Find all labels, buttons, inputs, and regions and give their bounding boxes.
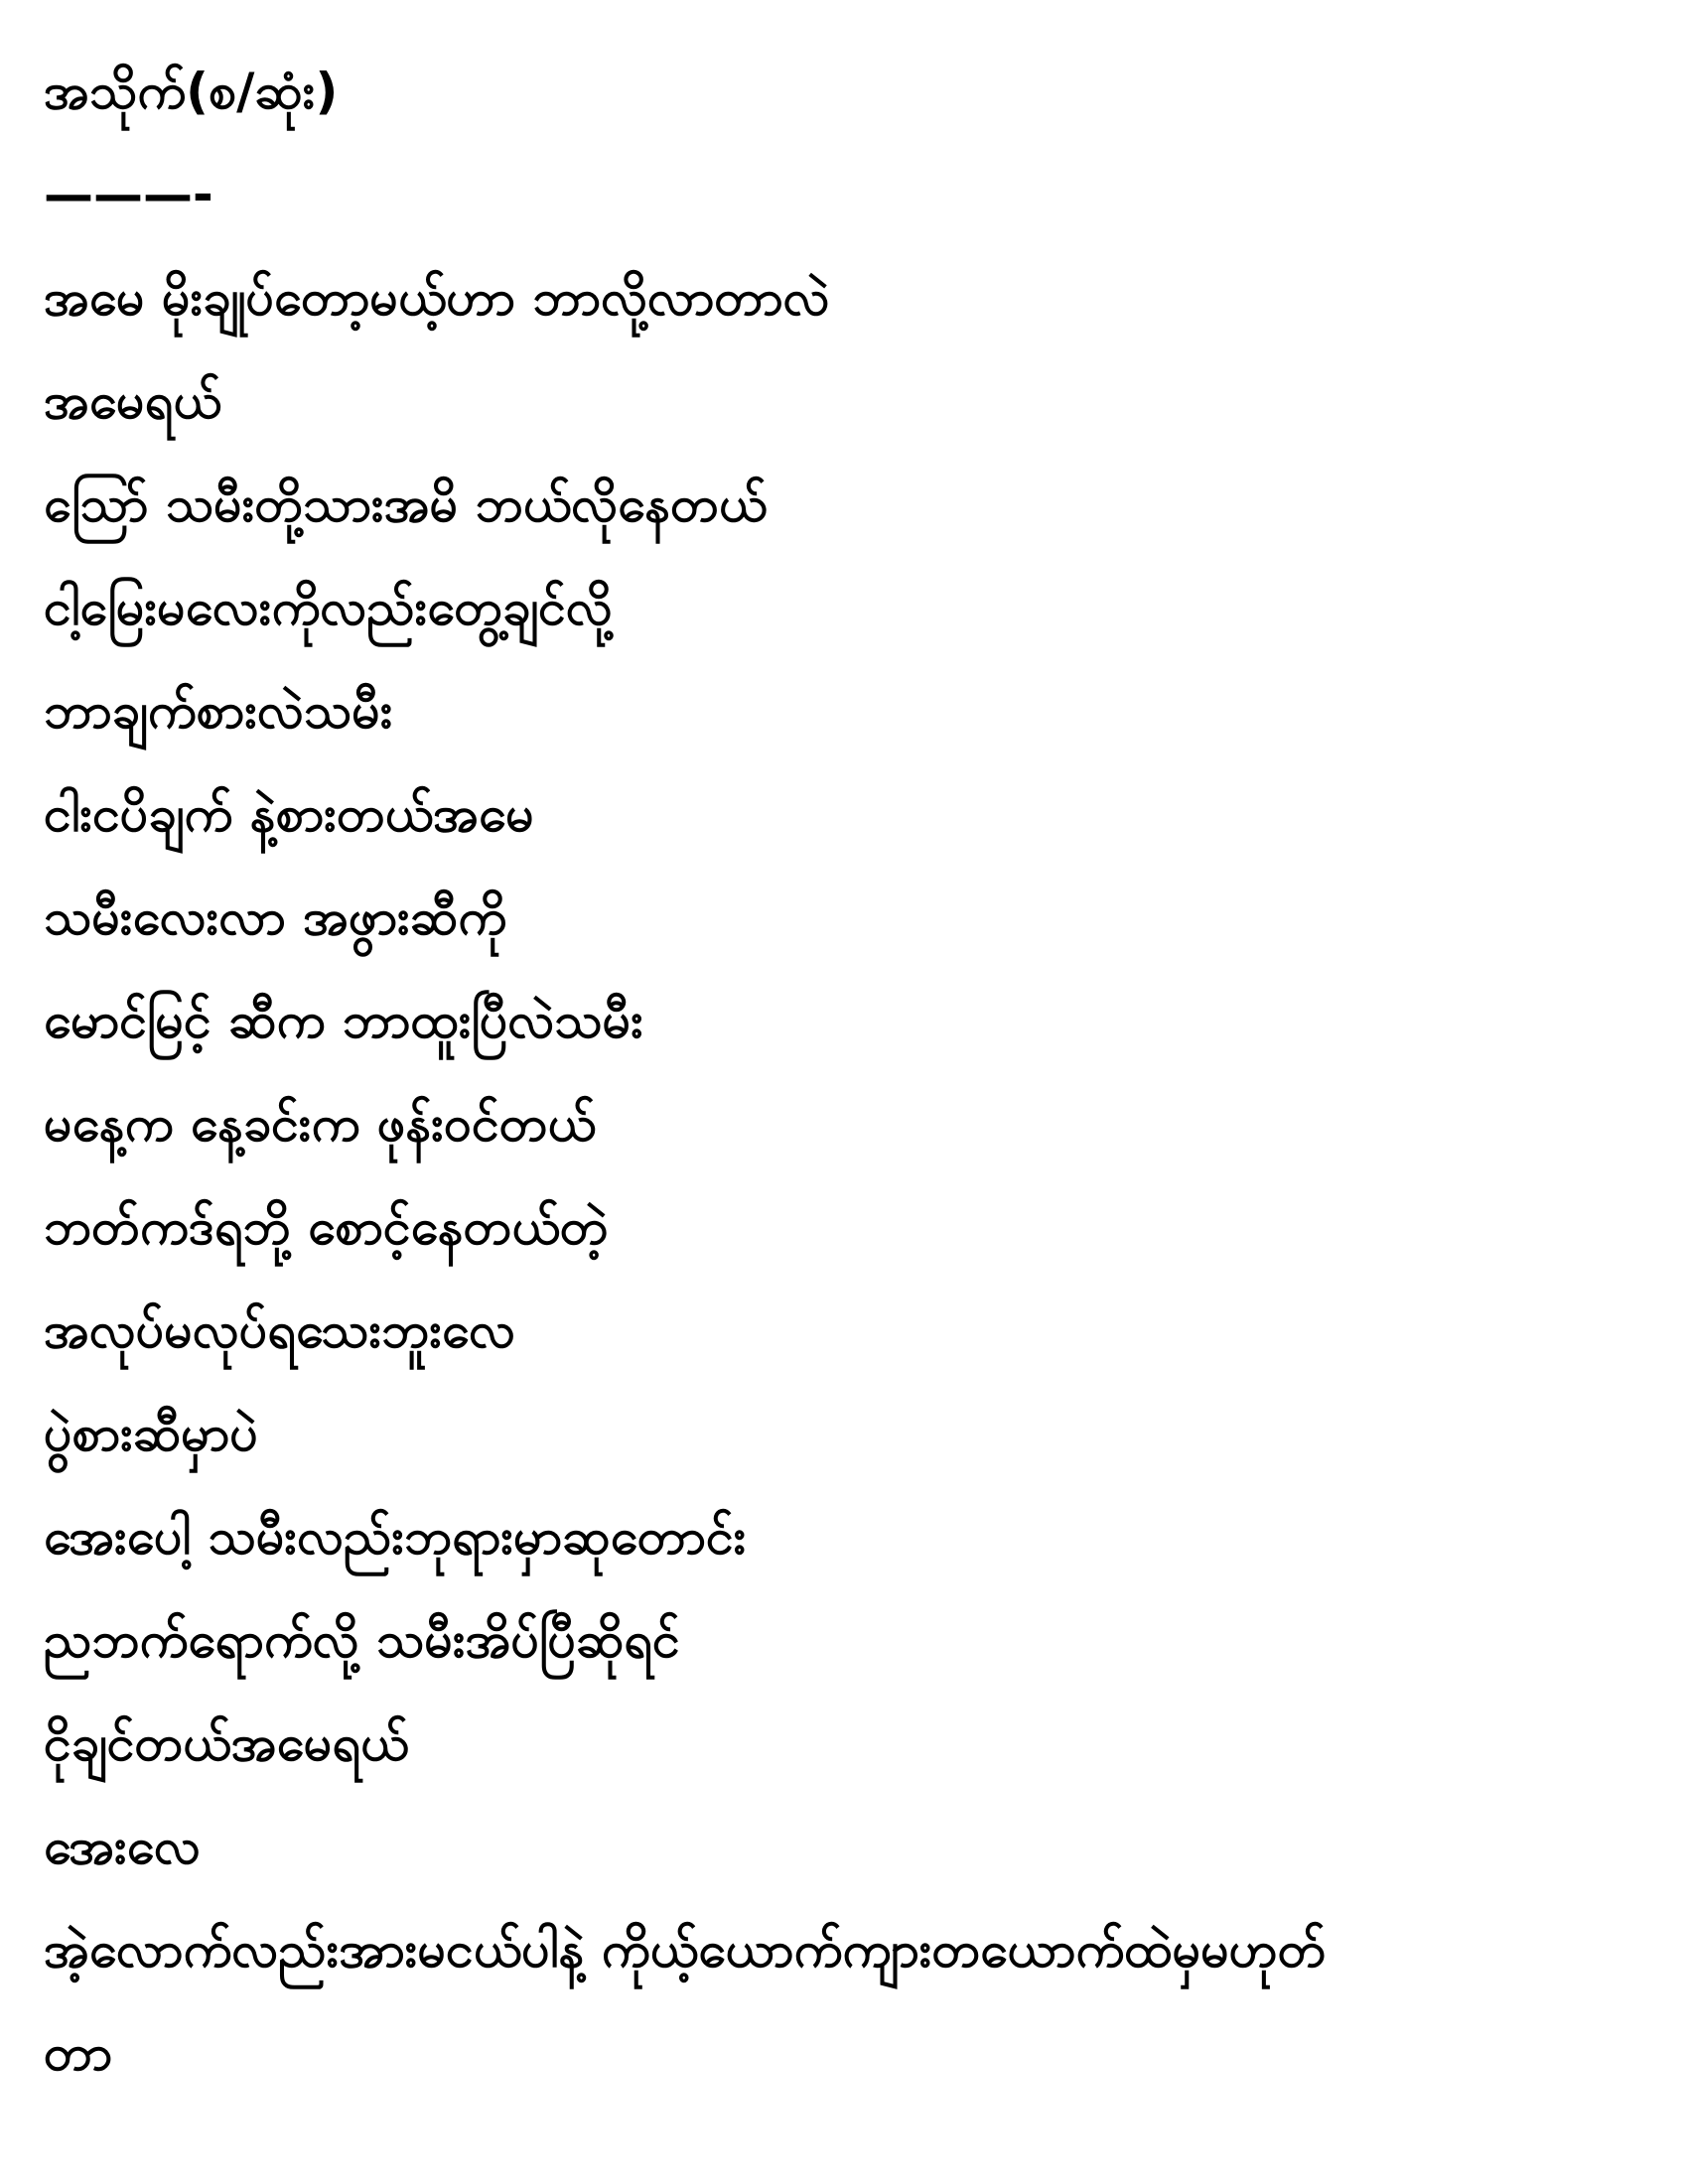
text-line: မနေ့က နေ့ခင်းက ဖုန်းဝင်တယ် [44,1095,597,1153]
dash-separator: ———- [44,166,213,223]
text-line: ဘတ်ကဒ်ရဘို့ စောင့်နေတယ်တဲ့ [44,1198,609,1256]
story-title: အသိုက်(စ/ဆုံး) [44,63,339,120]
text-line: ပွဲစားဆီမှာပဲ [44,1405,258,1462]
text-line: အမေ မိုးချုပ်တော့မယ့်ဟာ ဘာလို့လာတာလဲ [44,269,830,327]
text-line: ဘာချက်စားလဲသမီး [44,682,393,740]
text-line: ငါးငပိချက် နဲ့စားတယ်အမေ [44,785,534,843]
text-line: အမေရယ် [44,372,221,430]
text-line: ညဘက်ရောက်လို့ သမီးအိပ်ပြီဆိုရင် [44,1611,680,1669]
text-line: အေးလေ [44,1818,201,1875]
text-line: အဲ့လောက်လည်းအားမငယ်ပါနဲ့ ကိုယ့်ယောက်ကျားတယောက်ထဲမှမဟုတ် [44,1921,1327,1979]
text-line: ငိုချင်တယ်အမေရယ် [44,1714,409,1772]
document-page [44,40,1652,2105]
text-line: အလုပ်မလုပ်ရသေးဘူးလေ [44,1301,516,1359]
text-line: မောင်မြင့် ဆီက ဘာထူးပြီလဲသမီး [44,992,643,1049]
text-line: ငါ့မြေးမလေးကိုလည်းတွေ့ချင်လို့ [44,579,613,636]
text-line: အေးပေါ့ သမီးလည်းဘုရားမှာဆုတောင်း [44,1508,747,1566]
text-line: ဩော် သမီးတို့သားအမိ ဘယ်လိုနေတယ် [44,476,768,533]
text-line: တာ [44,2024,113,2082]
text-line: သမီးလေးလာ အဖွားဆီကို [44,888,507,946]
